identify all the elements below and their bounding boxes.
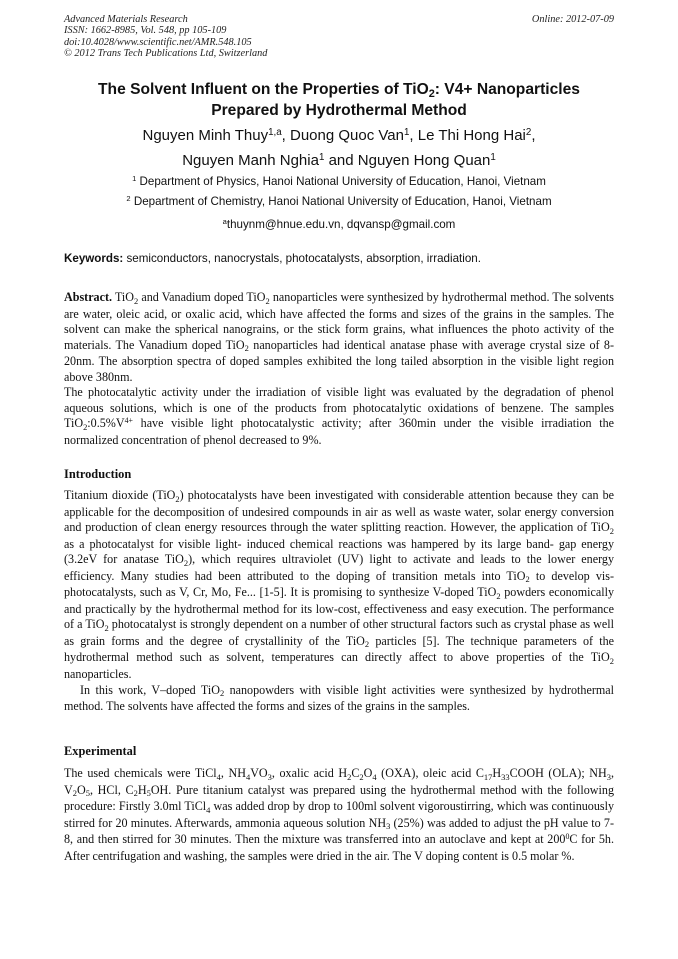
experimental-body: The used chemicals were TiCl$_4$, $NH_4VO_3$, oxalic acid $H_2C_2O_4$ (OXA), oleic acid $C_{17}H_{33}COOH$ (OLA); $NH_3$, $V_2O_5$, HCl, $C_2H_5OH$. Pure titanium catalyst was prepared using the hydrothermal method with the following procedure: Firstly 3.0ml TiCl$_4$ was added drop by drop to 100ml solvent vigoroustirring, which was continuously stirred for 20 minutes. Afterwards, ammonia aqueous solution $NH_3$ (25%) was added to adjust the pH value to 7-8, and then stirred for 30 minutes. Then the mixture was transferred into an autoclave and kept at $200^0C$ for 5h. After centrifugation and washing, the samples were dried in the air. The V doping content is 0.5 molar %. bbox=[64, 766, 615, 863]
author-list: Nguyen Minh Thuy$^{1,a}$, Duong Quoc Van$^1$, Le Thi Hong Hai$^2$, Nguyen Manh Nghia$^1$ and Nguyen Hong Quan$^1$ bbox=[142, 126, 536, 169]
keywords: Keywords: semiconductors, nanocrystals, photocatalysts, absorption, irradiation. bbox=[64, 252, 481, 265]
doi-line: doi:10.4028/www.scientific.net/AMR.548.105 bbox=[64, 36, 252, 48]
journal-name: Advanced Materials Research bbox=[64, 14, 188, 25]
paper-title: The Solvent Influent on the Properties of TiO$_2$: V4+ Nanoparticles Prepared by Hydrothermal Method bbox=[98, 81, 580, 119]
introduction-heading: Introduction bbox=[64, 467, 132, 481]
issn-line: ISSN: 1662-8985, Vol. 548, pp 105-109 bbox=[64, 25, 227, 37]
affiliation-1: $^1$ Department of Physics, Hanoi National University of Education, Hanoi, Vietnam bbox=[132, 173, 546, 188]
online-date: Online: 2012-07-09 bbox=[531, 14, 614, 25]
author-emails: $^a$thuynm@hnue.edu.vn, dqvansp@gmail.com bbox=[222, 216, 456, 231]
introduction-body: Titanium dioxide (TiO$_2$) photocatalysts have been investigated with considerable attention because they can be applicable for the decomposition of undesired compounds in air as well as waste water, solar energy conversion and production of clean energy resources through the water splitting reaction. However, the application of TiO$_2$ as a photocatalyst for visible light- induced chemical reactions was hampered by its large band- gap energy (3.2eV for anatase TiO$_2$), which requires ultraviolet (UV) light to activate and leads to the lower energy efficiency. Many studies had been attributed to the doping of transition metals into TiO$_2$ to develop vis- photocatalysts, such as V, Cr, Mo, Fe... [1-5]. It is promising to synthesize V-doped TiO$_2$ powders economically and practically by the hydrothermal method for its low-cost, effectiveness and easy execution. The performance of a TiO$_2$ photocatalyst is strongly dependent on a number of other structural factors such as crystal phase as well as grain forms and the degree of crystallinity of the TiO$_2$ particles [5]. The technique parameters of the hydrothermal method such as solvent, temperatures can directly affect to above properties of the TiO$_2$ nanoparticles. In this work, V–doped TiO$_2$ nanopowders with visible light activities were synthesized by hydrothermal method. The solvents have affected the forms and sizes of the grains in the samples. bbox=[64, 488, 614, 714]
copyright-line: © 2012 Trans Tech Publications Ltd, Switzerland bbox=[64, 48, 268, 60]
journal-header bbox=[64, 14, 267, 60]
affiliation-2: $^2$ Department of Chemistry, Hanoi National University of Education, Hanoi, Vietnam bbox=[126, 193, 552, 208]
abstract: Abstract. TiO$_2$ and Vanadium doped TiO$_2$ nanoparticles were synthesized by hydrothermal method. The solvents are water, oleic acid, or oxalic acid, which have affected the forms and sizes of the grains in the samples. The solvent can make the spherical nanograins, or the stick form grains, what influences the photo activity of the materials. The Vanadium doped TiO$_2$ nanoparticles had identical anatase phase with average crystal size of 8-20nm. The absorption spectra of doped samples exhibited the long tailed absorption in the visible light region above 380nm. The photocatalytic activity under the irradiation of visible light was evaluated by the degradation of phenol aqueous solutions, which is one of the products from photocatalytic oxidations of benzene. The samples $TiO_2:0.5\%V^{4+}$ have visible light photocatalystic activity; after 360min under the visible irradiation the normalized concentration of phenol decreased to 9%. bbox=[64, 290, 615, 447]
experimental-heading: Experimental bbox=[64, 744, 137, 758]
